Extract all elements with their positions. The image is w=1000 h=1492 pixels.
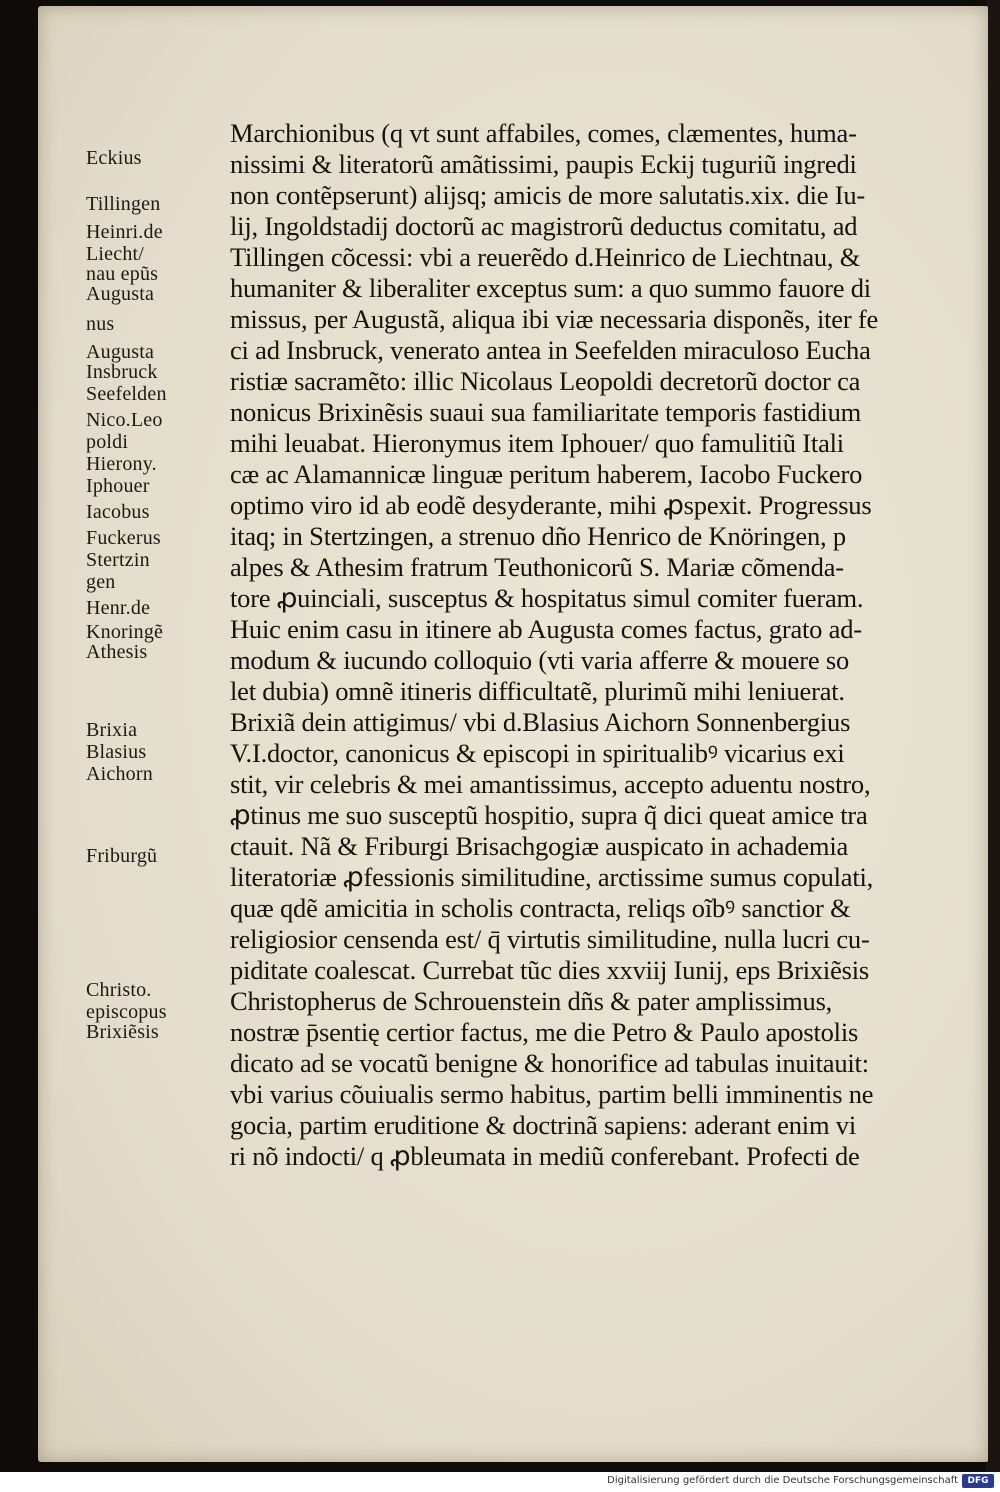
margin-note: Henr.de [86, 597, 151, 619]
text-line: tore ꝓuinciali, susceptus & hospitatus simul comiter fueram. [230, 583, 864, 613]
margin-note: Stertzin [86, 549, 150, 571]
text-line: Tillingen cõcessi: vbi a reuerẽdo d.Heinrico de Liechtnau, & [230, 242, 861, 272]
margin-note: nus [86, 313, 115, 335]
text-line: alpes & Athesim fratrum Teuthonicorũ S. Mariæ cõmenda- [230, 552, 844, 582]
text-line: literatoriæ ꝓfessionis similitudine, arctissime sumus copulati, [230, 862, 874, 892]
margin-note: Tillingen [86, 193, 161, 215]
text-line: non contẽpserunt) alijsq; amicis de more salutatis.xix. die Iu- [230, 180, 866, 210]
margin-note: Seefelden [86, 383, 167, 405]
margin-note: Augusta [86, 341, 155, 363]
margin-note: Hierony. [86, 453, 157, 475]
text-line: V.I.doctor, canonicus & episcopi in spiritualibꝰ vicarius exi [230, 738, 845, 768]
text-line: missus, per Augustã, aliqua ibi viæ necessaria disponẽs, iter fe [230, 304, 879, 334]
text-line: Marchionibus (q vt sunt affabiles, comes, clæmentes, huma- [230, 118, 857, 148]
margin-note: Friburgũ [86, 845, 158, 867]
margin-note: Iphouer [86, 475, 150, 497]
text-line: ri nõ indocti/ q ꝓbleumata in mediũ conferebant. Profecti de [230, 1141, 860, 1171]
dfg-logo: DFG [962, 1474, 994, 1488]
text-line: religiosior censenda est/ q̄ virtutis similitudine, nulla lucri cu- [230, 924, 870, 954]
scan-edge [986, 0, 1000, 1472]
margin-note: Augusta [86, 283, 155, 305]
text-line: optimo viro id ab eodẽ desyderante, mihi ꝓspexit. Progressus [230, 490, 872, 520]
margin-note: Insbruck [86, 361, 158, 383]
text-line: Christopherus de Schrouenstein dñs & pater amplissimus, [230, 986, 833, 1016]
text-line: gocia, partim eruditione & doctrinã sapiens: aderant enim vi [230, 1110, 857, 1140]
text-line: nissimi & literatorũ amãtissimi, paupis Eckij tuguriũ ingredi [230, 149, 857, 179]
margin-note: Brixiẽsis [86, 1021, 159, 1043]
margin-note: Fuckerus [86, 527, 161, 549]
margin-note: Liecht/ [86, 243, 145, 265]
text-line: humaniter & liberaliter exceptus sum: a quo summo fauore di [230, 273, 871, 303]
text-line: ci ad Insbruck, venerato antea in Seefelden miraculoso Eucha [230, 335, 871, 365]
text-line: ctauit. Nã & Friburgi Brisachgogiæ auspicato in achademia [230, 831, 849, 861]
footer-bar [0, 1472, 1000, 1492]
text-line: nonicus Brixinẽsis suaui sua familiaritate temporis fastidium [230, 397, 862, 427]
text-line: stit, vir celebris & mei amantissimus, accepto aduentu nostro, [230, 769, 871, 799]
margin-note: Brixia [86, 719, 138, 741]
margin-note: Heinri.de [86, 221, 163, 243]
margin-note: Christo. [86, 979, 152, 1001]
margin-note: poldi [86, 431, 129, 453]
margin-note: Athesis [86, 641, 148, 663]
text-line: lij, Ingoldstadij doctorũ ac magistrorũ deductus comitatu, ad [230, 211, 858, 241]
text-line: Huic enim casu in itinere ab Augusta comes factus, grato ad- [230, 614, 862, 644]
text-line: ristiæ sacramẽto: illic Nicolaus Leopoldi decretorũ doctor ca [230, 366, 861, 396]
margin-note: episcopus [86, 1001, 167, 1023]
text-line: Brixiã dein attigimus/ vbi d.Blasius Aichorn Sonnenbergius [230, 707, 851, 737]
text-line: piditate coalescat. Currebat tũc dies xxviij Iunij, eps Brixiẽsis [230, 955, 870, 985]
margin-note: gen [86, 571, 116, 593]
text-line: vbi varius cõuiualis sermo habitus, partim belli imminentis ne [230, 1079, 874, 1109]
text-line: cæ ac Alamannicæ linguæ peritum haberem, Iacobo Fuckero [230, 459, 863, 489]
margin-note: Knoringẽ [86, 621, 164, 643]
margin-note: Eckius [86, 147, 142, 169]
margin-note: nau epũs [86, 263, 159, 285]
margin-note: Aichorn [86, 763, 153, 785]
text-line: quæ qdẽ amicitia in scholis contracta, reliqs oĩbꝰ sanctior & [230, 893, 851, 923]
funding-credit: Digitalisierung gefördert durch die Deutsche Forschungsgemeinschaft [607, 1475, 958, 1486]
margin-note: Nico.Leo [86, 409, 163, 431]
marginal-notes [86, 138, 236, 1098]
text-line: modum & iucundo colloquio (vti varia afferre & mouere so [230, 645, 849, 675]
margin-note: Blasius [86, 741, 147, 763]
margin-note: Iacobus [86, 501, 150, 523]
text-line: ꝓtinus me suo susceptũ hospitio, supra q̃ dici queat amice tra [230, 800, 868, 830]
text-line: nostræ p̄sentię certior factus, me die Petro & Paulo apostolis [230, 1017, 859, 1047]
text-line: mihi leuabat. Hieronymus item Iphouer/ quo famulitiũ Itali [230, 428, 844, 458]
text-line: itaq; in Stertzingen, a strenuo dño Henrico de Knöringen, p [230, 521, 846, 551]
text-line: let dubia) omnẽ itineris difficultatẽ, plurimũ mihi leniuerat. [230, 676, 845, 706]
main-text [230, 112, 955, 1212]
text-line: dicato ad se vocatũ benigne & honorifice ad tabulas inuitauit: [230, 1048, 869, 1078]
